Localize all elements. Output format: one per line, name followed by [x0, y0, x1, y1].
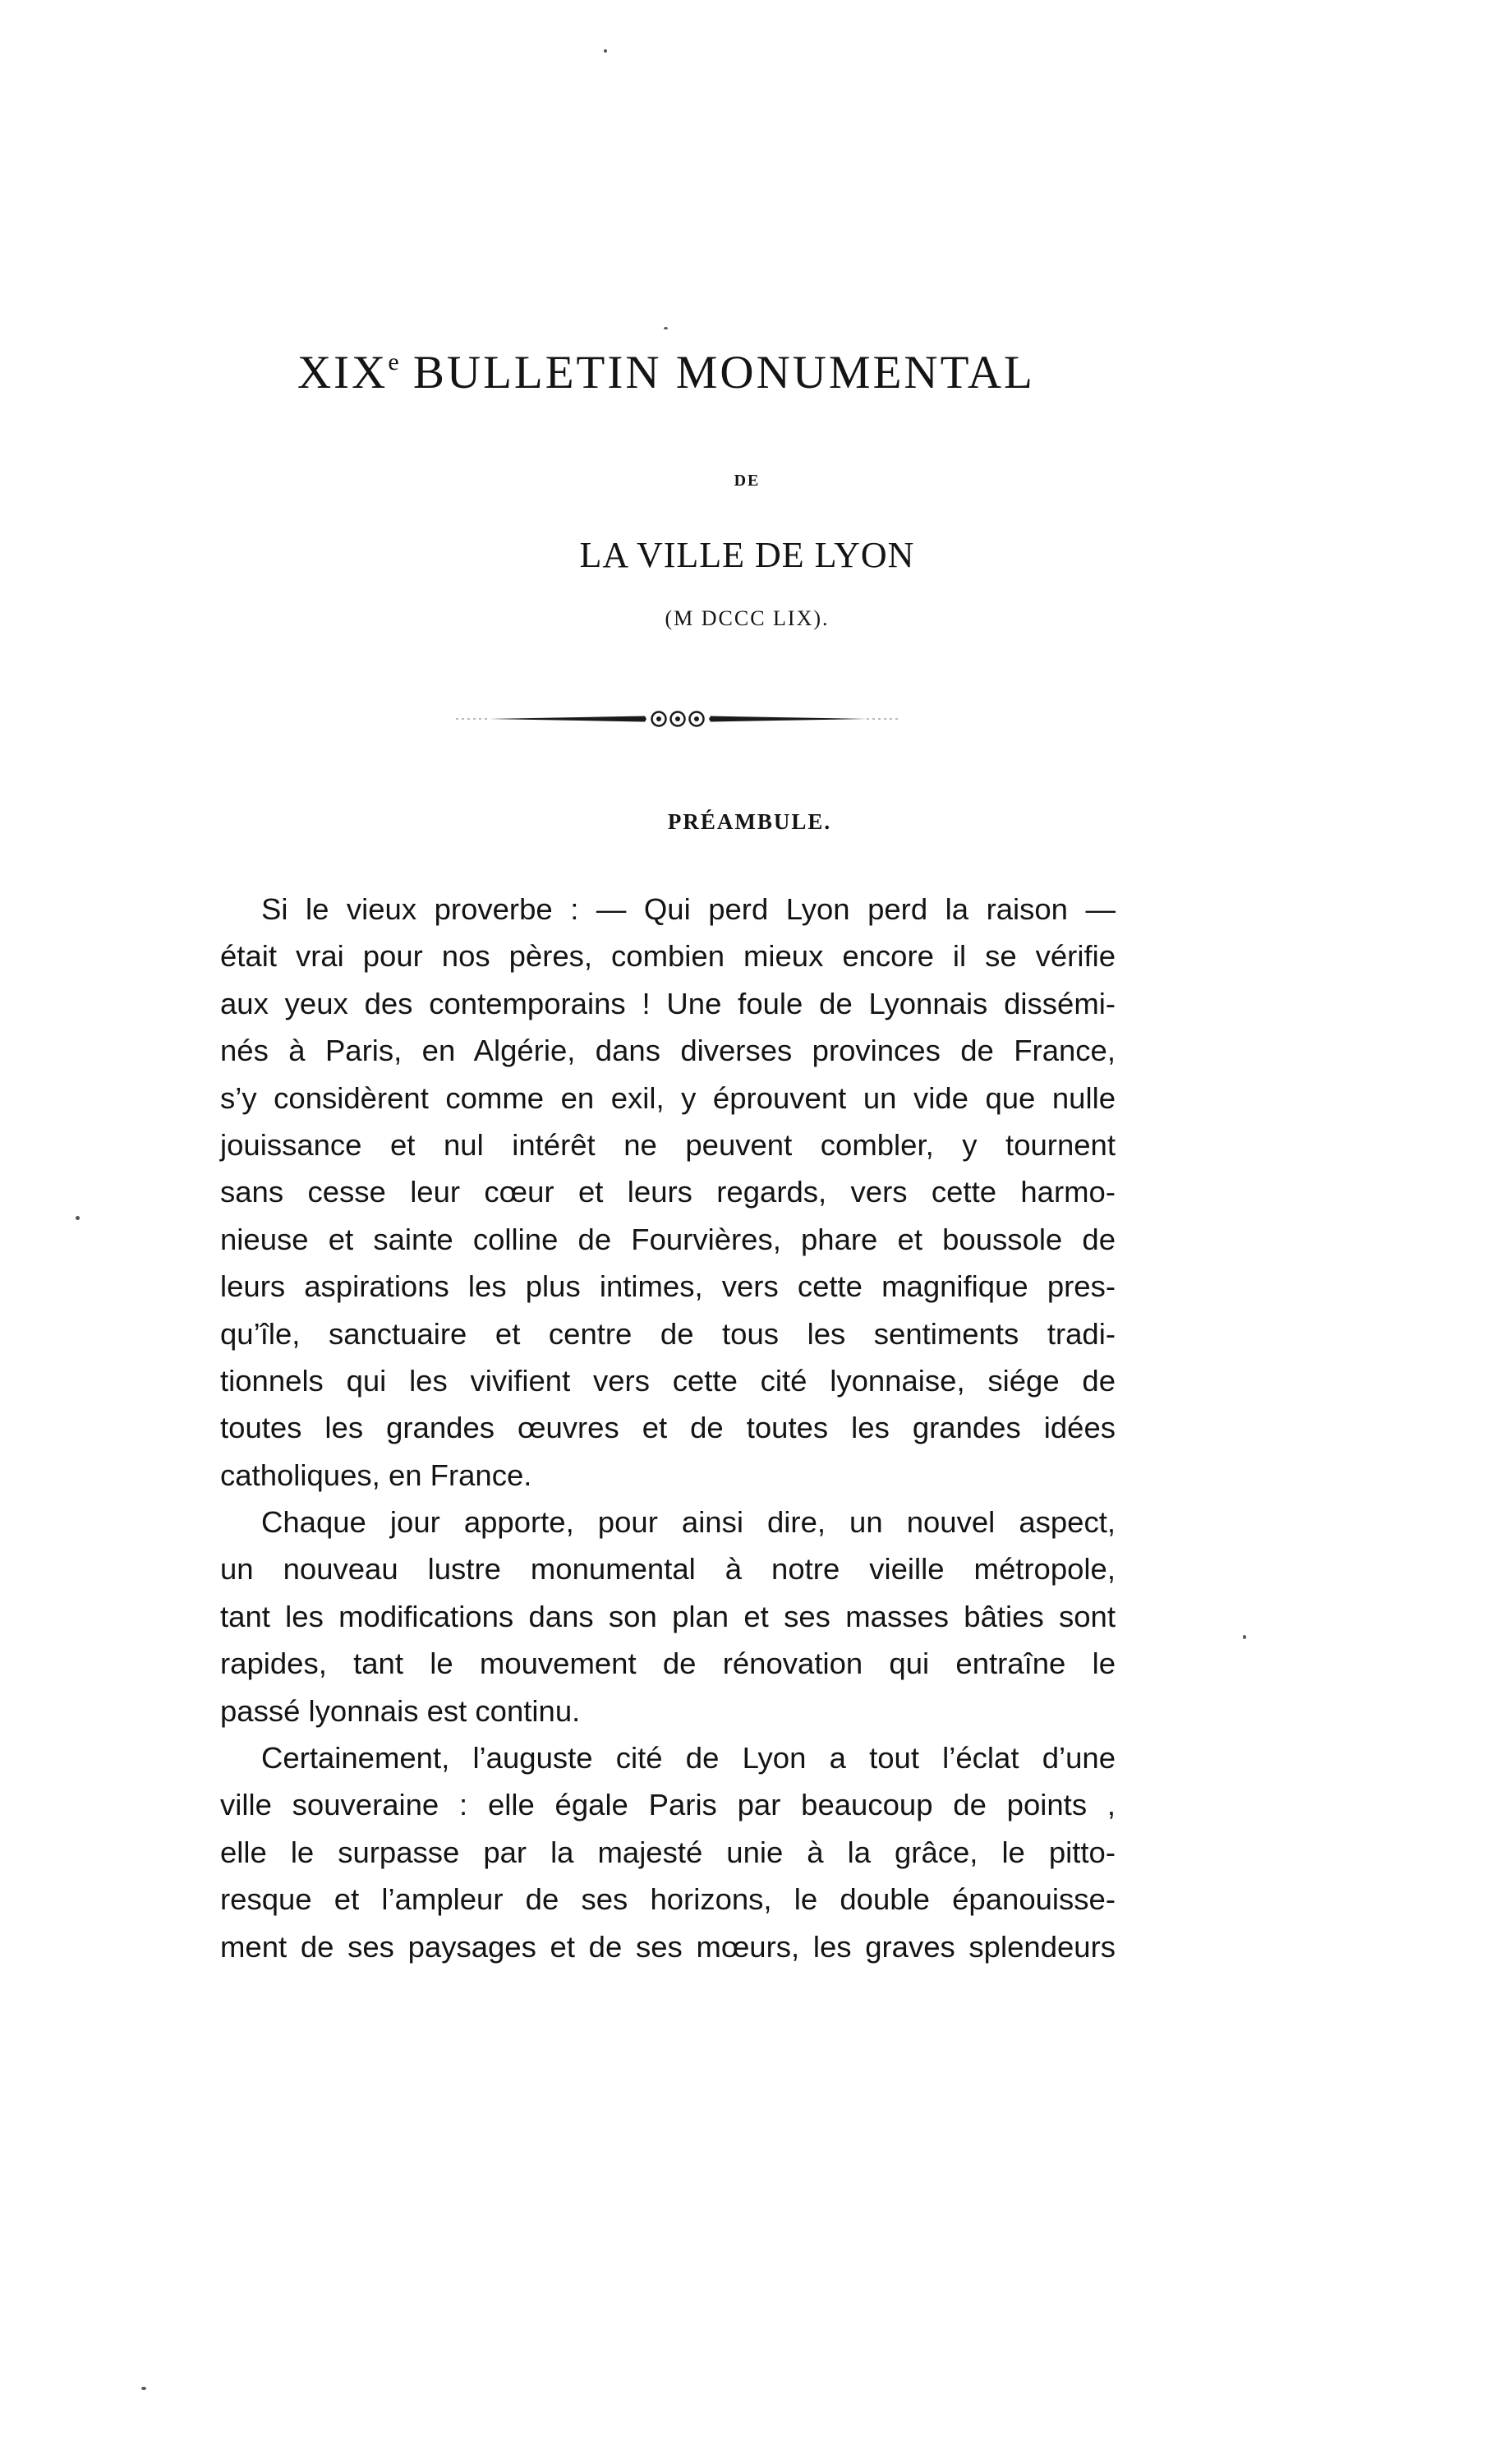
text-line: Si le vieux proverbe : — Qui perd Lyon perd la raison —	[261, 892, 1116, 926]
text-line: un nouveau lustre monumental à notre vieille métropole,	[220, 1552, 1116, 1587]
text-line: qu’île, sanctuaire et centre de tous les sentiments tradi-	[220, 1316, 1116, 1351]
text-line: tionnels qui les vivifient vers cette cité lyonnaise, siége de	[220, 1363, 1116, 1398]
text-line: aux yeux des contemporains ! Une foule de Lyonnais dissémi-	[220, 986, 1116, 1020]
scan-speck	[664, 327, 668, 329]
title-superscript: e	[388, 348, 399, 375]
text-line: elle le surpasse par la majesté unie à la grâce, le pitto-	[220, 1835, 1116, 1869]
scan-speck	[604, 49, 607, 53]
text-line: Chaque jour apporte, pour ainsi dire, un nouvel aspect,	[261, 1505, 1116, 1540]
text-line: catholiques, en France.	[220, 1458, 532, 1492]
text-line: toutes les grandes œuvres et de toutes les grandes idées	[220, 1411, 1116, 1445]
text-line: leurs aspirations les plus intimes, vers cette magnifique pres-	[220, 1269, 1116, 1304]
title-text: BULLETIN MONUMENTAL	[412, 347, 1035, 398]
text-line: nés à Paris, en Algérie, dans diverses provinces de France,	[220, 1034, 1116, 1068]
section-heading: PRÉAMBULE.	[667, 809, 832, 834]
text-line: nieuse et sainte colline de Fourvières, phare et boussole de	[220, 1222, 1116, 1256]
text-line: rapides, tant le mouvement de rénovation qui entraîne le	[220, 1647, 1116, 1681]
document-title	[297, 349, 1053, 396]
title-preposition: DE	[734, 472, 761, 490]
text-line: était vrai pour nos pères, combien mieux encore il se vérifie	[220, 939, 1116, 974]
title-roman-numeral: XIX	[297, 347, 389, 398]
text-line: jouissance et nul intérêt ne peuvent combler, y tournent	[220, 1127, 1116, 1162]
document-subtitle: LA VILLE DE LYON	[579, 535, 915, 575]
text-line: resque et l’ampleur de ses horizons, le double épanouisse-	[220, 1882, 1116, 1917]
document-date: (M DCCC LIX).	[665, 606, 830, 630]
text-line: ment de ses paysages et de ses mœurs, les graves splendeurs	[220, 1929, 1116, 1964]
text-line: Certainement, l’auguste cité de Lyon a tout l’éclat d’une	[261, 1741, 1116, 1775]
body-text	[220, 886, 1116, 1970]
text-line: s’y considèrent comme en exil, y éprouvent un vide que nulle	[220, 1080, 1116, 1115]
text-line: ville souveraine : elle égale Paris par beaucoup de points ,	[220, 1788, 1116, 1822]
text-line: passé lyonnais est continu.	[220, 1693, 581, 1728]
decorative-divider	[456, 705, 899, 733]
scan-speck	[1243, 1635, 1246, 1639]
scan-speck	[141, 2387, 146, 2390]
scan-speck	[76, 1216, 80, 1220]
text-line: tant les modifications dans son plan et ses masses bâties sont	[220, 1599, 1116, 1633]
text-line: sans cesse leur cœur et leurs regards, vers cette harmo-	[220, 1175, 1116, 1209]
